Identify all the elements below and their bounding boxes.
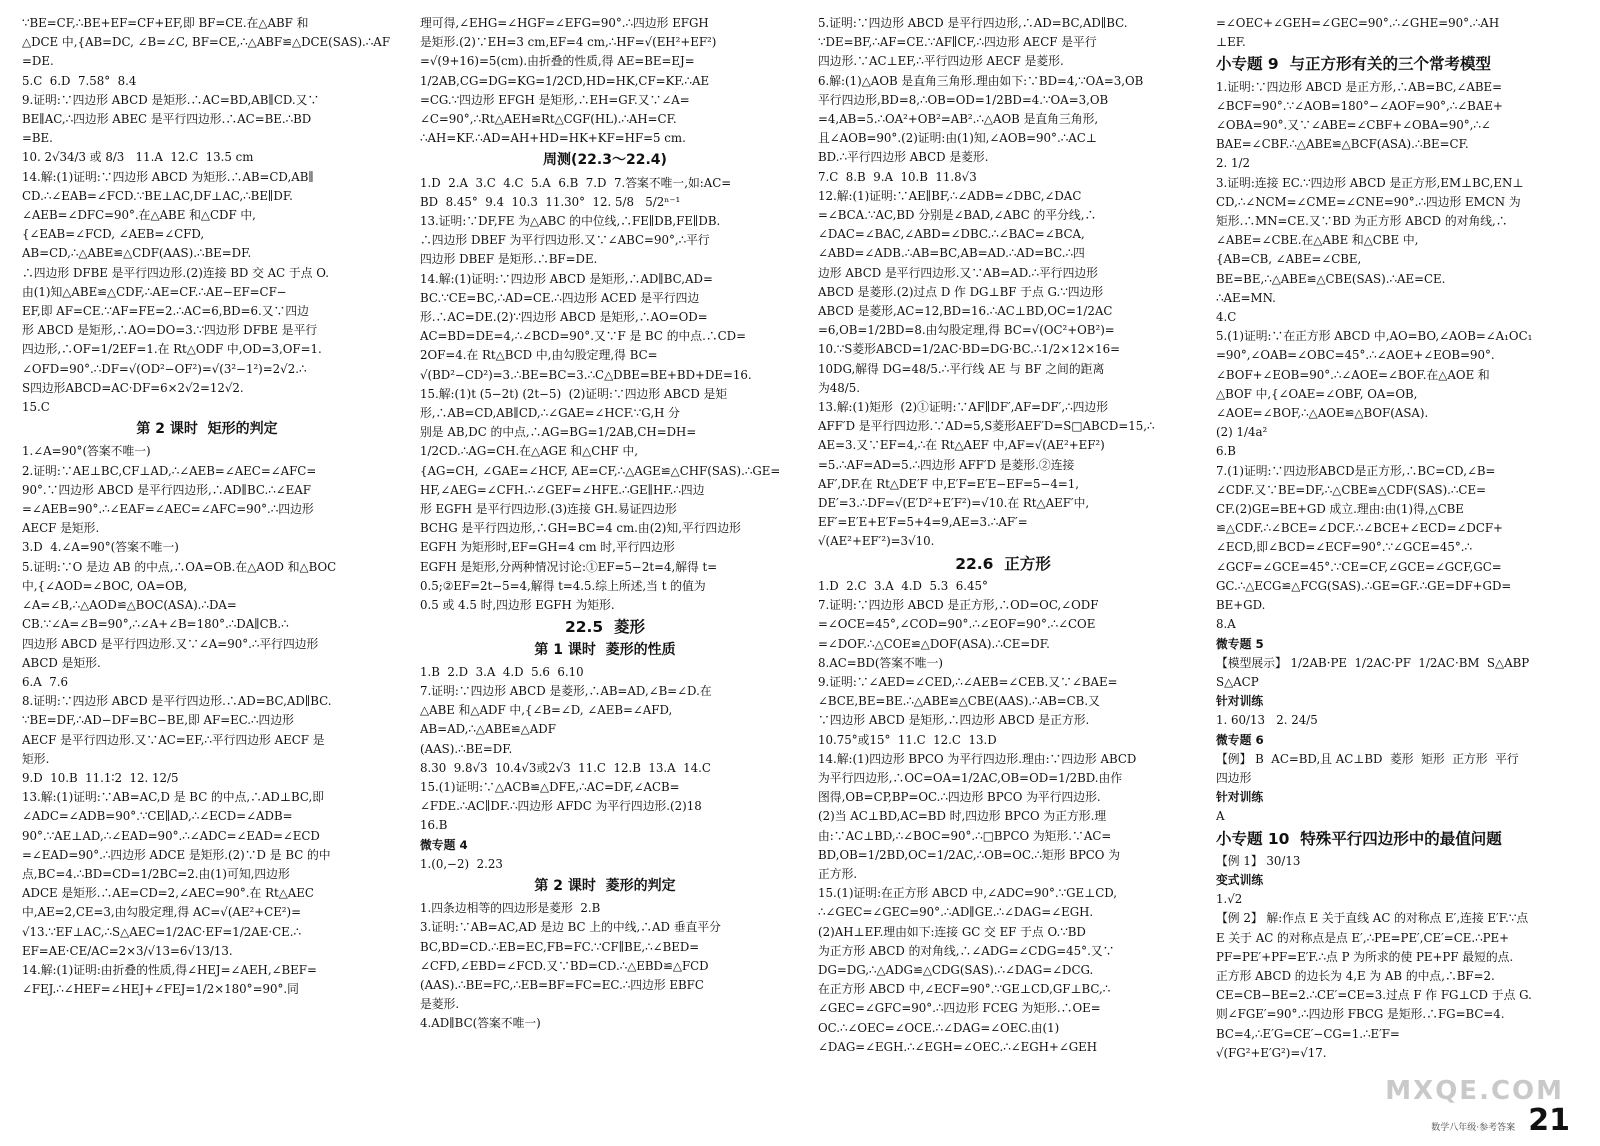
subsection-label: 针对训练 bbox=[1216, 694, 1264, 709]
answer-line: 2. 1/2 bbox=[1216, 156, 1250, 171]
answer-line: 是矩形.(2)∵EH=3 cm,EF=4 cm,∴HF=√(EH²+EF²) bbox=[420, 35, 717, 50]
page-footer bbox=[1431, 1103, 1570, 1138]
answer-line: 5.证明:∵四边形 ABCD 是平行四边形,∴AD=BC,AD∥BC. bbox=[818, 16, 1128, 30]
answer-line: (AAS).∴BE=DF. bbox=[420, 741, 513, 756]
answer-line: 理可得,∠EHG=∠HGF=∠EFG=90°.∴四边形 EFGH bbox=[420, 16, 709, 30]
answer-line: 形 EGFH 是平行四边形.(3)连接 GH.易证四边形 bbox=[420, 502, 677, 517]
answer-line: 10DG,解得 DG=48/5.∴平行线 AE 与 BF 之间的距离 bbox=[818, 361, 1105, 376]
answer-line: =√(9+16)=5(cm).由折叠的性质,得 AE=BE=EJ= bbox=[420, 54, 695, 69]
answer-line: 为平行四边形,∴OC=OA=1/2AC,OB=OD=1/2BD.由作 bbox=[818, 770, 1123, 785]
answer-line: (AAS).∴BE=FC,∴EB=BF=FC=EC.∴四边形 EBFC bbox=[420, 977, 704, 992]
answer-line: 13.证明:∵DF,FE 为△ABC 的中位线,∴FE∥DB,FE∥DB. bbox=[420, 214, 721, 229]
topic-heading: 小专题 10 特殊平行四边形中的最值问题 bbox=[1216, 829, 1502, 848]
answer-line: CD,∴∠NCM=∠CME=∠CNE=90°.∴四边形 EMCN 为 bbox=[1216, 194, 1521, 209]
answer-line: 矩形.∴MN=CE.又∵BD 为正方形 ABCD 的对角线,∴ bbox=[1216, 214, 1508, 229]
answer-line: BCHG 是平行四边形,∴GH=BC=4 cm.由(2)知,平行四边形 bbox=[420, 521, 741, 536]
answer-line: 3.证明:∵AB=AC,AD 是边 BC 上的中线,∴AD 垂直平分 bbox=[420, 920, 721, 935]
answer-line: 6.A 7.6 bbox=[22, 674, 69, 689]
subsection-label: 微专题 4 bbox=[420, 837, 468, 852]
answer-line: 14.解:(1)证明:∵四边形 ABCD 是矩形,∴AD∥BC,AD= bbox=[420, 271, 713, 286]
answer-line: 2OF=4.在 Rt△BCD 中,由勾股定理,得 BC= bbox=[420, 348, 658, 363]
answer-line: E 关于 AC 的对称点是点 E′,∴PE=PE′,CE′=CE.∴PE+ bbox=[1216, 930, 1510, 945]
answer-line: √(AE²+EF′²)=3√10. bbox=[818, 534, 935, 549]
answer-line: GC.∴△ECG≌△FCG(SAS).∴GE=GF.∴GE=DF+GD= bbox=[1216, 578, 1512, 593]
answer-line: 90°.∵四边形 ABCD 是平行四边形,∴AD∥BC.∴∠EAF bbox=[22, 482, 311, 497]
answer-line: ∵DE=BF,∴AF=CE.∵AF∥CF,∴四边形 AECF 是平行 bbox=[818, 35, 1097, 50]
answer-line: A bbox=[1216, 809, 1225, 824]
answer-line: EF=AE·CE/AC=2×3/√13=6√13/13. bbox=[22, 943, 233, 958]
chapter-heading: 22.6 正方形 bbox=[955, 554, 1051, 573]
answer-line: BAE=∠CBF.∴△ABE≌△BCF(ASA).∴BE=CF. bbox=[1216, 137, 1469, 152]
answer-line: 7.证明:∵四边形 ABCD 是正方形,∴OD=OC,∠ODF bbox=[818, 598, 1099, 613]
answer-line: CB.∵∠A=∠B=90°,∴∠A+∠B=180°.∴DA∥CB.∴ bbox=[22, 617, 289, 632]
answer-line: 5.(1)证明:∵在正方形 ABCD 中,AO=BO,∠AOB=∠A₁OC₁ bbox=[1216, 329, 1533, 344]
answer-line: 由(1)知△ABE≌△CDF,∴AE=CF.∴AE−EF=CF− bbox=[22, 284, 287, 299]
answer-line: 5.证明:∵O 是边 AB 的中点,∴OA=OB.在△AOD 和△BOC bbox=[22, 559, 337, 574]
answer-line: 是菱形. bbox=[420, 997, 460, 1012]
answer-line: 1.√2 bbox=[1216, 892, 1243, 907]
answer-line: 8.A bbox=[1216, 617, 1236, 632]
answer-line: 平行四边形,BD=8,∴OB=OD=1/2BD=4.∵OA=3,OB bbox=[818, 92, 1109, 107]
answer-line: EGFH 是矩形,分两种情况讨论:①EF=5−2t=4,解得 t= bbox=[420, 559, 718, 574]
answer-line: 在正方形 ABCD 中,∠ECF=90°.∵GE⊥CD,GF⊥BC,∴ bbox=[818, 982, 1111, 997]
answer-line: 8.30 9.8√3 10.4√3或2√3 11.C 12.B 13.A 14.C bbox=[420, 760, 711, 775]
answer-line: 为48/5. bbox=[818, 380, 861, 395]
answer-line: 5.C 6.D 7.58° 8.4 bbox=[22, 73, 137, 88]
answer-line: S△ACP bbox=[1216, 674, 1259, 689]
answer-line: EF′=E′E+E′F=5+4=9,AE=3.∴AF′= bbox=[818, 515, 1028, 530]
subsection-label: 微专题 6 bbox=[1216, 732, 1264, 747]
answer-line: ABCD 是矩形. bbox=[22, 655, 101, 670]
running-footer-text: 数学八年级·参考答案 bbox=[1431, 1123, 1516, 1133]
answer-line: BE∥AC,∴四边形 ABEC 是平行四边形.∴AC=BE.∴BD bbox=[22, 112, 312, 127]
answer-line: 中,{∠AOD=∠BOC, OA=OB, ∠A=∠B,∴△AOD≌△BOC(ASA).∴DA= bbox=[22, 578, 237, 613]
answer-line: ∠ABD=∠ADB.∴AB=BC,AB=AD.∴AD=BC.∴四 bbox=[818, 246, 1085, 261]
answer-line: 6.B bbox=[1216, 444, 1236, 459]
answer-line: 6.解:(1)△AOB 是直角三角形.理由如下:∵BD=4,∵OA=3,OB bbox=[818, 73, 1144, 88]
answer-line: 且∠AOB=90°.(2)证明:由(1)知,∠AOB=90°.∴AC⊥ bbox=[818, 131, 1097, 146]
answer-line: =DE. bbox=[22, 54, 54, 69]
answer-line: 4.AD∥BC(答案不唯一) bbox=[420, 1016, 541, 1031]
answer-line: 点,BC=4.∴BD=CD=1/2BC=2.由(1)可知,四边形 bbox=[22, 866, 290, 881]
answer-line: 【例】 B AC=BD,且 AC⊥BD 菱形 矩形 正方形 平行 bbox=[1216, 751, 1519, 766]
answer-line: 2.证明:∵AE⊥BC,CF⊥AD,∴∠AEB=∠AEC=∠AFC= bbox=[22, 463, 317, 478]
answer-line: 1.证明:∵四边形 ABCD 是正方形,∴AB=BC,∠ABE= bbox=[1216, 79, 1503, 94]
answer-line: ∠ABE=∠CBE.在△ABE 和△CBE 中, bbox=[1216, 233, 1419, 248]
answer-line: =∠OEC+∠GEH=∠GEC=90°.∴∠GHE=90°.∴AH bbox=[1216, 16, 1500, 30]
answer-line: 3.D 4.∠A=90°(答案不唯一) bbox=[22, 540, 179, 555]
answer-line: 10.75°或15° 11.C 12.C 13.D bbox=[818, 732, 997, 747]
answer-line: 1.(0,−2) 2.23 bbox=[420, 856, 503, 871]
answer-line: ∠C=90°,∴Rt△AEH≌Rt△CGF(HL).∴AH=CF. bbox=[420, 112, 677, 127]
answer-line: AECF 是平行四边形.又∵AC=EF,∴平行四边形 AECF 是 bbox=[22, 732, 325, 747]
answer-line: S四边形ABCD=AC·DF=6×2√2=12√2. bbox=[22, 380, 244, 395]
answer-line: 8.AC=BD(答案不唯一) bbox=[818, 655, 944, 670]
answer-line: ∠BCF=90°.∵∠AOB=180°−∠AOF=90°,∴∠BAE+ bbox=[1216, 98, 1503, 113]
answer-line: ∠OBA=90°.又∵∠ABE=∠CBF+∠OBA=90°,∴∠ bbox=[1216, 118, 1491, 133]
answer-line: (2)AH⊥EF.理由如下:连接 GC 交 EF 于点 O.∵BD bbox=[818, 924, 1086, 939]
answer-line: 形.∴AC=DE.(2)∵四边形 ABCD 是矩形,∴AO=OD= bbox=[420, 310, 708, 325]
answer-line: 1/2CD.∴AG=CH.在△AGE 和△CHF 中, bbox=[420, 444, 639, 459]
answer-line: √(BD²−CD²)=3.∴BE=BC=3.∴C△DBE=BE+BD+DE=16. bbox=[420, 367, 752, 382]
answer-line: 为正方形 ABCD 的对角线,∴∠ADG=∠CDG=45°.又∵ bbox=[818, 943, 1115, 958]
answer-line: 0.5 或 4.5 时,四边形 EGFH 为矩形. bbox=[420, 598, 615, 613]
subsection-label: 针对训练 bbox=[1216, 790, 1264, 805]
answer-line: BD,OB=1/2BD,OC=1/2AC,∴OB=OC.∴矩形 BPCO 为 bbox=[818, 847, 1121, 862]
answer-line: 15.(1)证明:∵△ACB≌△DFE,∴AC=DF,∠ACB= bbox=[420, 779, 680, 794]
answer-line: {∠EAB=∠FCD, ∠AEB=∠CFD, AB=CD,∴△ABE≌△CDF(AAS).∴BE=DF. bbox=[22, 227, 252, 261]
answer-line: AF′,DF.在 Rt△DE′F 中,E′F=E′E−EF=5−4=1, bbox=[818, 476, 1080, 491]
answer-line: =∠BCA.∵AC,BD 分别是∠BAD,∠ABC 的平分线,∴ bbox=[818, 208, 1097, 223]
answer-line: ∴AH=KF.∴AD=AH+HD=HK+KF=HF=5 cm. bbox=[420, 131, 686, 146]
section-heading: 第 1 课时 菱形的性质 bbox=[534, 641, 676, 658]
answer-line: EGFH 为矩形时,EF=GH=4 cm 时,平行四边形 bbox=[420, 540, 675, 555]
answer-line: 【模型展示】 1/2AB·PE 1/2AC·PF 1/2AC·BM S△ABP bbox=[1216, 655, 1530, 670]
answer-line: 14.解:(1)四边形 BPCO 为平行四边形.理由:∵四边形 ABCD bbox=[818, 751, 1137, 766]
topic-heading: 小专题 9 与正方形有关的三个常考模型 bbox=[1216, 55, 1491, 74]
answer-line: 1. 60/13 2. 24/5 bbox=[1216, 713, 1318, 728]
answer-line: 中,AE=2,CE=3,由勾股定理,得 AC=√(AE²+CE²)= bbox=[22, 905, 302, 920]
answer-line: 四边形,∴OF=1/2EF=1.在 Rt△ODF 中,OD=3,OF=1. bbox=[22, 342, 322, 357]
answer-line: 15.解:(1)t (5−2t) (2t−5) (2)证明:∵四边形 ABCD 是矩 bbox=[420, 386, 728, 401]
answer-line: (2) 1/4a² bbox=[1216, 425, 1268, 440]
section-heading: 周测(22.3～22.4) bbox=[543, 152, 667, 169]
answer-line: CF.(2)GE=BE+GD 成立.理由:由(1)得,△CBE bbox=[1216, 502, 1464, 517]
answer-line: 1.∠A=90°(答案不唯一) bbox=[22, 444, 151, 459]
answer-line: 13.解:(1)矩形 (2)①证明:∵AF∥DF′,AF=DF′,∴四边形 bbox=[818, 400, 1108, 415]
answer-line: OC.∴∠OEC=∠OCE.∴∠DAG=∠OEC.由(1) bbox=[818, 1020, 1060, 1035]
answer-line: 0.5;②EF=2t−5=4,解得 t=4.5.综上所述,当 t 的值为 bbox=[420, 578, 706, 593]
answer-line: 四边形 DBEF 是矩形.∴BF=DE. bbox=[420, 252, 598, 267]
answer-line: =∠EAD=90°.∴四边形 ADCE 是矩形.(2)∵D 是 BC 的中 bbox=[22, 847, 331, 862]
answer-line: ADCE 是矩形.∴AE=CD=2,∠AEC=90°.在 Rt△AEC bbox=[22, 886, 314, 901]
answer-line: ∴∠GEC=∠GEC=90°.∴AD∥GE.∴∠DAG=∠EGH. bbox=[818, 905, 1094, 920]
answer-line: ∵BE=CF,∴BE+EF=CF+EF,即 BF=CE.在△ABF 和 bbox=[22, 16, 309, 30]
answer-line: √13.∵EF⊥AC,∴S△AEC=1/2AC·EF=1/2AE·CE.∴ bbox=[22, 924, 301, 939]
section-heading: 第 2 课时 矩形的判定 bbox=[136, 421, 278, 438]
column-3 bbox=[818, 14, 1188, 1114]
answer-line: 15.(1)证明:在正方形 ABCD 中,∠ADC=90°.∵GE⊥CD, bbox=[818, 886, 1118, 901]
answer-line: ⊥EF. bbox=[1216, 35, 1246, 50]
answer-line: ∠ADC=∠ADB=90°.∵CE∥AD,∴∠ECD=∠ADB= bbox=[22, 809, 293, 824]
answer-line: 9.证明:∵∠AED=∠CED,∴∠AEB=∠CEB.又∵∠BAE= bbox=[818, 674, 1118, 689]
answer-line: =∠DOF.∴△COE≌△DOF(ASA).∴CE=DF. bbox=[818, 636, 1050, 651]
answer-line: =6,OB=1/2BD=8.由勾股定理,得 BC=√(OC²+OB²)= bbox=[818, 323, 1115, 338]
answer-line: AC=BD=DE=4,∴∠BCD=90°.又∵F 是 BC 的中点.∴CD= bbox=[420, 329, 747, 344]
answer-line: ∠BCE,BE=BE.∴△ABE≌△CBE(AAS).∴AB=CB.又 bbox=[818, 694, 1100, 709]
answer-line: =CG.∵四边形 EFGH 是矩形,∴EH=GF.又∵∠A= bbox=[420, 92, 690, 107]
answer-line: CD.∴∠EAB=∠FCD.∵BE⊥AC,DF⊥AC,∴BE∥DF. bbox=[22, 188, 293, 203]
answer-line: ∠AEB=∠DFC=90°.在△ABE 和△CDF 中, bbox=[22, 208, 256, 223]
subsection-label: 微专题 5 bbox=[1216, 636, 1264, 651]
answer-line: 由:∵AC⊥BD,∴∠BOC=90°.∴□BPCO 为矩形.∵AC= bbox=[818, 828, 1112, 843]
answer-line: 1.D 2.A 3.C 4.C 5.A 6.B 7.D 7.答案不唯一,如:AC= bbox=[420, 175, 732, 190]
answer-line: CE=CB−BE=2.∴CE′=CE=3.过点 F 作 FG⊥CD 于点 G. bbox=[1216, 988, 1532, 1003]
answer-line: 【例 1】 30/13 bbox=[1216, 853, 1301, 868]
answer-line: =90°,∠OAB=∠OBC=45°.∴∠AOE+∠EOB=90°. bbox=[1216, 348, 1495, 363]
answer-line: 8.证明:∵四边形 ABCD 是平行四边形.∴AD=BC,AD∥BC. bbox=[22, 694, 332, 709]
answer-line: 9.D 10.B 11.1∶2 12. 12/5 bbox=[22, 770, 179, 785]
answer-line: 12.解:(1)证明:∵AE∥BF,∴∠ADB=∠DBC,∠DAC bbox=[818, 188, 1082, 203]
answer-line: =∠OCE=45°,∠COD=90°.∴∠EOF=90°.∴∠COE bbox=[818, 617, 1096, 632]
answer-line: 正方形 ABCD 的边长为 4,E 为 AB 的中点,∴BF=2. bbox=[1216, 968, 1495, 983]
answer-line: 14.解:(1)证明:∵四边形 ABCD 为矩形.∴AB=CD,AB∥ bbox=[22, 169, 314, 184]
answer-line: ABCD 是菱形,AC=12,BD=16.∴AC⊥BD,OC=1/2AC bbox=[818, 304, 1113, 319]
column-2 bbox=[420, 14, 790, 1114]
answer-line: BD.∴平行四边形 ABCD 是菱形. bbox=[818, 150, 989, 165]
answer-line: 四边形.∵AC⊥EF,∴平行四边形 AECF 是菱形. bbox=[818, 54, 1064, 69]
answer-line: {AG=CH, ∠GAE=∠HCF, AE=CF,∴△AGE≌△CHF(SAS).∴GE= bbox=[420, 463, 781, 478]
answer-line: ∠DAG=∠EGH.∴∠EGH=∠OEC.∴∠EGH+∠GEH bbox=[818, 1039, 1098, 1054]
answer-line: ∠FDE.∴AC∥DF.∴四边形 AFDC 为平行四边形.(2)18 bbox=[420, 799, 702, 814]
answer-line: 7.证明:∵四边形 ABCD 是菱形,∴AB=AD,∠B=∠D.在 bbox=[420, 683, 712, 698]
answer-line: =∠AEB=90°.∴∠EAF=∠AEC=∠AFC=90°.∴四边形 bbox=[22, 502, 314, 517]
answer-line: ∠CDF.又∵BE=DF,∴△CBE≌△CDF(SAS).∴CE= bbox=[1216, 482, 1486, 497]
answer-line: 7.(1)证明:∵四边形ABCD是正方形,∴BC=CD,∠B= bbox=[1216, 463, 1496, 478]
answer-line: 别是 AB,DC 的中点,∴AG=BG=1/2AB,CH=DH= bbox=[420, 425, 697, 440]
answer-line: ∴四边形 DFBE 是平行四边形.(2)连接 BD 交 AC 于点 O. bbox=[22, 265, 329, 280]
answer-line: BE+GD. bbox=[1216, 598, 1266, 613]
answer-line: DE′=3.∴DF=√(E′D²+E′F²)=√10.在 Rt△AEF′中, bbox=[818, 496, 1090, 511]
answer-line: 1/2AB,CG=DG=KG=1/2CD,HD=HK,CF=KF.∴AE bbox=[420, 73, 710, 88]
subsection-label: 变式训练 bbox=[1216, 872, 1264, 887]
answer-line: 9.证明:∵四边形 ABCD 是矩形.∴AC=BD,AB∥CD.又∵ bbox=[22, 92, 320, 107]
answer-line: 形 ABCD 是矩形,∴AO=DO=3.∵四边形 DFBE 是平行 bbox=[22, 323, 318, 338]
column-4 bbox=[1216, 14, 1586, 1114]
answer-line: ABCD 是菱形.(2)过点 D 作 DG⊥BF 于点 G.∵四边形 bbox=[818, 284, 1104, 299]
answer-line: 四边形 bbox=[1216, 770, 1252, 785]
answer-line: √(FG²+E′G²)=√17. bbox=[1216, 1045, 1327, 1060]
answer-line: ∠FEJ.∴∠HEF=∠HEJ+∠FEJ=1/2×180°=90°.同 bbox=[22, 982, 299, 997]
answer-line: ∵四边形 ABCD 是矩形,∴四边形 ABCD 是正方形. bbox=[818, 713, 1090, 728]
answer-line: 10.∵S菱形ABCD=1/2AC·BD=DG·BC.∴1/2×12×16= bbox=[818, 342, 1121, 357]
answer-line: BC=4,∴E′G=CE′−CG=1.∴E′F= bbox=[1216, 1026, 1400, 1041]
section-heading: 第 2 课时 菱形的判定 bbox=[534, 877, 676, 894]
answer-line: 四边形 ABCD 是平行四边形.又∵∠A=90°.∴平行四边形 bbox=[22, 636, 319, 651]
answer-line: AFF′D 是平行四边形.∵AD=5,S菱形AEF′D=S□ABCD=15,∴ bbox=[818, 419, 1155, 434]
answer-line: △DCE 中,{AB=DC, ∠B=∠C, BF=CE,∴△ABF≌△DCE(SAS).∴AF bbox=[22, 35, 391, 50]
answer-line: 【例 2】 解:作点 E 关于直线 AC 的对称点 E′,连接 E′F.∵点 bbox=[1216, 911, 1529, 926]
answer-line: ∠CFD,∠EBD=∠FCD.又∵BD=CD.∴△EBD≌△FCD bbox=[420, 958, 709, 973]
answer-line: 矩形. bbox=[22, 751, 50, 766]
answer-line: =5.∴AF=AD=5.∴四边形 AFF′D 是菱形.②连接 bbox=[818, 457, 1075, 472]
answer-line: 边形 ABCD 是平行四边形.又∵AB=AD.∴平行四边形 bbox=[818, 265, 1098, 280]
answer-line: ∠OFD=90°.∴DF=√(OD²−OF²)=√(3²−1²)=2√2.∴ bbox=[22, 361, 307, 376]
answer-line: 90°.∵AE⊥AD,∴∠EAD=90°.∴∠ADC=∠EAD=∠ECD bbox=[22, 828, 320, 843]
answer-line: ∴AE=MN. bbox=[1216, 290, 1276, 305]
answer-line: (2)当 AC⊥BD,AC=BD 时,四边形 BPCO 为正方形.理 bbox=[818, 809, 1107, 824]
chapter-heading: 22.5 菱形 bbox=[564, 618, 646, 637]
answer-line: 正方形. bbox=[818, 866, 858, 881]
answer-line: 13.解:(1)证明:∵AB=AC,D 是 BC 的中点,∴AD⊥BC,即 bbox=[22, 790, 325, 805]
answer-line: 16.B bbox=[420, 818, 448, 833]
answer-line: DG=DG,∴△ADG≌△CDG(SAS).∴∠DAG=∠DCG. bbox=[818, 962, 1094, 977]
answer-line: =BE. bbox=[22, 131, 53, 146]
answer-line: AECF 是矩形. bbox=[22, 521, 100, 536]
answer-line: △BOF 中,{∠OAE=∠OBF, OA=OB, ∠AOE=∠BOF,∴△AOE≌△BOF(ASA). bbox=[1216, 386, 1429, 421]
answer-line: PF=PE′+PF=E′F.∴点 P 为所求的使 PE+PF 最短的点. bbox=[1216, 949, 1514, 964]
answer-line: 3.证明:连接 EC.∵四边形 ABCD 是正方形,EM⊥BC,EN⊥ bbox=[1216, 175, 1524, 190]
answer-line: ∠GEC=∠GFC=90°.∴四边形 FCEG 为矩形.∴OE= bbox=[818, 1001, 1101, 1016]
answer-line: =4,AB=5.∴OA²+OB²=AB².∴△AOB 是直角三角形, bbox=[818, 112, 1099, 127]
answer-line: 1.D 2.C 3.A 4.D 5.3 6.45° bbox=[818, 578, 988, 593]
answer-line: ∠BOF+∠EOB=90°.∴∠AOE=∠BOF.在△AOE 和 bbox=[1216, 367, 1490, 382]
answer-line: AE=3.又∵EF=4,∴在 Rt△AEF 中,AF=√(AE²+EF²) bbox=[818, 438, 1105, 453]
answer-line: 图得,OB=CP,BP=OC.∴四边形 BPCO 为平行四边形. bbox=[818, 790, 1101, 805]
column-1 bbox=[22, 14, 392, 1114]
watermark-logo: MXQE.COM bbox=[1385, 1076, 1564, 1106]
answer-line: 10. 2√34/3 或 8/3 11.A 12.C 13.5 cm bbox=[22, 150, 254, 165]
answer-line: ∠GCF=∠GCE=45°.∵CE=CF,∠GCE=∠GCF,GC= bbox=[1216, 559, 1502, 574]
answer-line: △ABE 和△ADF 中,{∠B=∠D, ∠AEB=∠AFD, AB=AD,∴△ABE≌△ADF bbox=[420, 703, 677, 737]
answer-line: 1.四条边相等的四边形是菱形 2.B bbox=[420, 901, 601, 916]
answer-line: 形,∴AB=CD,AB∥CD,∴∠GAE=∠HCF.∵G,H 分 bbox=[420, 406, 680, 421]
answer-line: BD 8.45° 9.4 10.3 11.30° 12. 5/8 5/2ⁿ⁻¹ bbox=[420, 194, 681, 209]
answer-line: 7.C 8.B 9.A 10.B 11.8√3 bbox=[818, 169, 977, 184]
answer-line: ∠DAC=∠BAC,∠ABD=∠DBC.∴∠BAC=∠BCA, bbox=[818, 227, 1085, 242]
answer-line: EF,即 AF=CE.∵AF=FE=2.∴AC=6,BD=6.又∵四边 bbox=[22, 304, 309, 319]
answer-line: 4.C bbox=[1216, 310, 1237, 325]
answer-line: 15.C bbox=[22, 400, 50, 415]
answer-line: ∴四边形 DBEF 为平行四边形.又∵∠ABC=90°,∴平行 bbox=[420, 233, 710, 248]
answer-line: 14.解:(1)证明:由折叠的性质,得∠HEJ=∠AEH,∠BEF= bbox=[22, 962, 317, 977]
answer-line: ∵BE=DF,∴AD−DF=BC−BE,即 AF=EC.∴四边形 bbox=[22, 713, 294, 728]
answer-line: {AB=CB, ∠ABE=∠CBE, BE=BE,∴△ABE≌△CBE(SAS).∴AE=CE. bbox=[1216, 252, 1446, 286]
answer-line: 则∠FGE′=90°.∴四边形 FBCG 是矩形.∴FG=BC=4. bbox=[1216, 1007, 1505, 1022]
answer-line: ≌△CDF.∴∠BCE=∠DCF.∴∠BCE+∠ECD=∠DCF+ bbox=[1216, 521, 1503, 536]
answer-line: HF,∠AEG=∠CFH.∴∠GEF=∠HFE.∴GE∥HF.∴四边 bbox=[420, 482, 705, 497]
answer-line: ∠ECD,即∠BCD=∠ECF=90°.∵∠GCE=45°.∴ bbox=[1216, 540, 1473, 555]
answer-line: BC.∵CE=BC,∴AD=CE.∴四边形 ACED 是平行四边 bbox=[420, 290, 700, 305]
answer-line: BC,BD=CD.∴EB=EC,FB=FC.∵CF∥BE,∴∠BED= bbox=[420, 939, 700, 954]
answer-line: 1.B 2.D 3.A 4.D 5.6 6.10 bbox=[420, 664, 584, 679]
page-number: 21 bbox=[1528, 1103, 1570, 1138]
